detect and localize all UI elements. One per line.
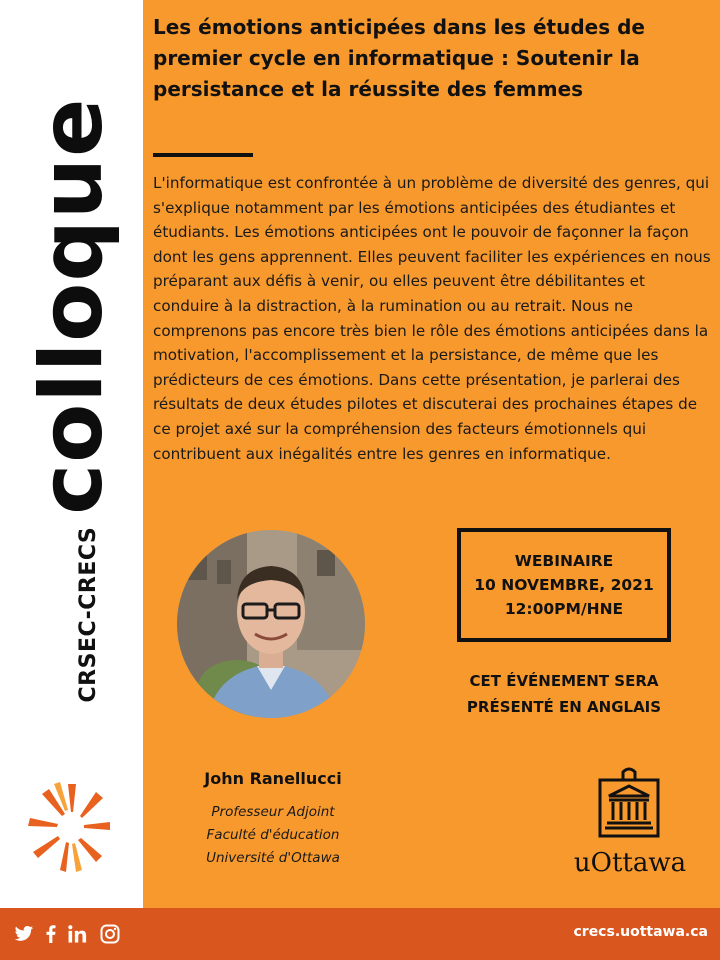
uottawa-building-icon <box>597 766 661 838</box>
event-series-title: colloque <box>22 97 122 515</box>
language-note: CET ÉVÉNEMENT SERA PRÉSENTÉ EN ANGLAIS <box>466 672 662 716</box>
main-panel <box>143 0 720 908</box>
event-date: 10 NOVEMBRE, 2021 <box>474 576 654 594</box>
sidebar <box>0 0 143 908</box>
instagram-icon[interactable] <box>98 922 122 946</box>
speaker-name: John Ranellucci <box>204 769 342 788</box>
organization-name: CRSEC-CRECS <box>76 526 101 703</box>
speaker-university: Université d'Ottawa <box>206 850 340 866</box>
uottawa-wordmark: uOttawa <box>573 848 687 878</box>
title-divider <box>153 153 253 157</box>
talk-title: Les émotions anticipées dans les études de premier cycle en informatique : Soutenir la persistance et la réussite des femmes <box>153 15 645 101</box>
website-link[interactable]: crecs.uottawa.ca <box>573 924 708 940</box>
footer-bar <box>0 908 720 960</box>
event-format: WEBINAIRE <box>514 552 614 570</box>
linkedin-icon[interactable] <box>66 922 90 946</box>
crecs-burst-logo <box>20 778 120 878</box>
twitter-icon[interactable] <box>12 922 36 946</box>
speaker-photo <box>177 530 365 718</box>
speaker-faculty: Faculté d'éducation <box>206 827 340 843</box>
talk-abstract: L'informatique est confrontée à un problème de diversité des genres, qui s'explique notamment par les émotions anticipées des étudiantes et étudiants. Les émotions anticipées ont le pouvoir de façonner la façon dont les gens apprennent. Elles peuvent faciliter les expériences en nous préparant aux défis à venir, ou elles peuvent être débilitantes et conduire à la distraction, à la rumination ou au retrait. Nous ne comprenons pas encore très bien le rôle des émotions anticipées dans la motivation, l'accomplissement et la persistance, de même que les prédicteurs de ces émotions. Dans cette présentation, je parlerai des résultats de deux études pilotes et discuterai des prochaines étapes de ce projet axé sur la compréhension des facteurs émotionnels qui contribuent aux inégalités entre les genres en informatique. <box>153 174 711 463</box>
speaker-role: Professeur Adjoint <box>211 804 335 820</box>
event-details-box <box>457 528 671 642</box>
vertical-heading <box>22 97 122 703</box>
event-time: 12:00PM/HNE <box>504 600 624 618</box>
facebook-icon[interactable] <box>42 922 60 946</box>
